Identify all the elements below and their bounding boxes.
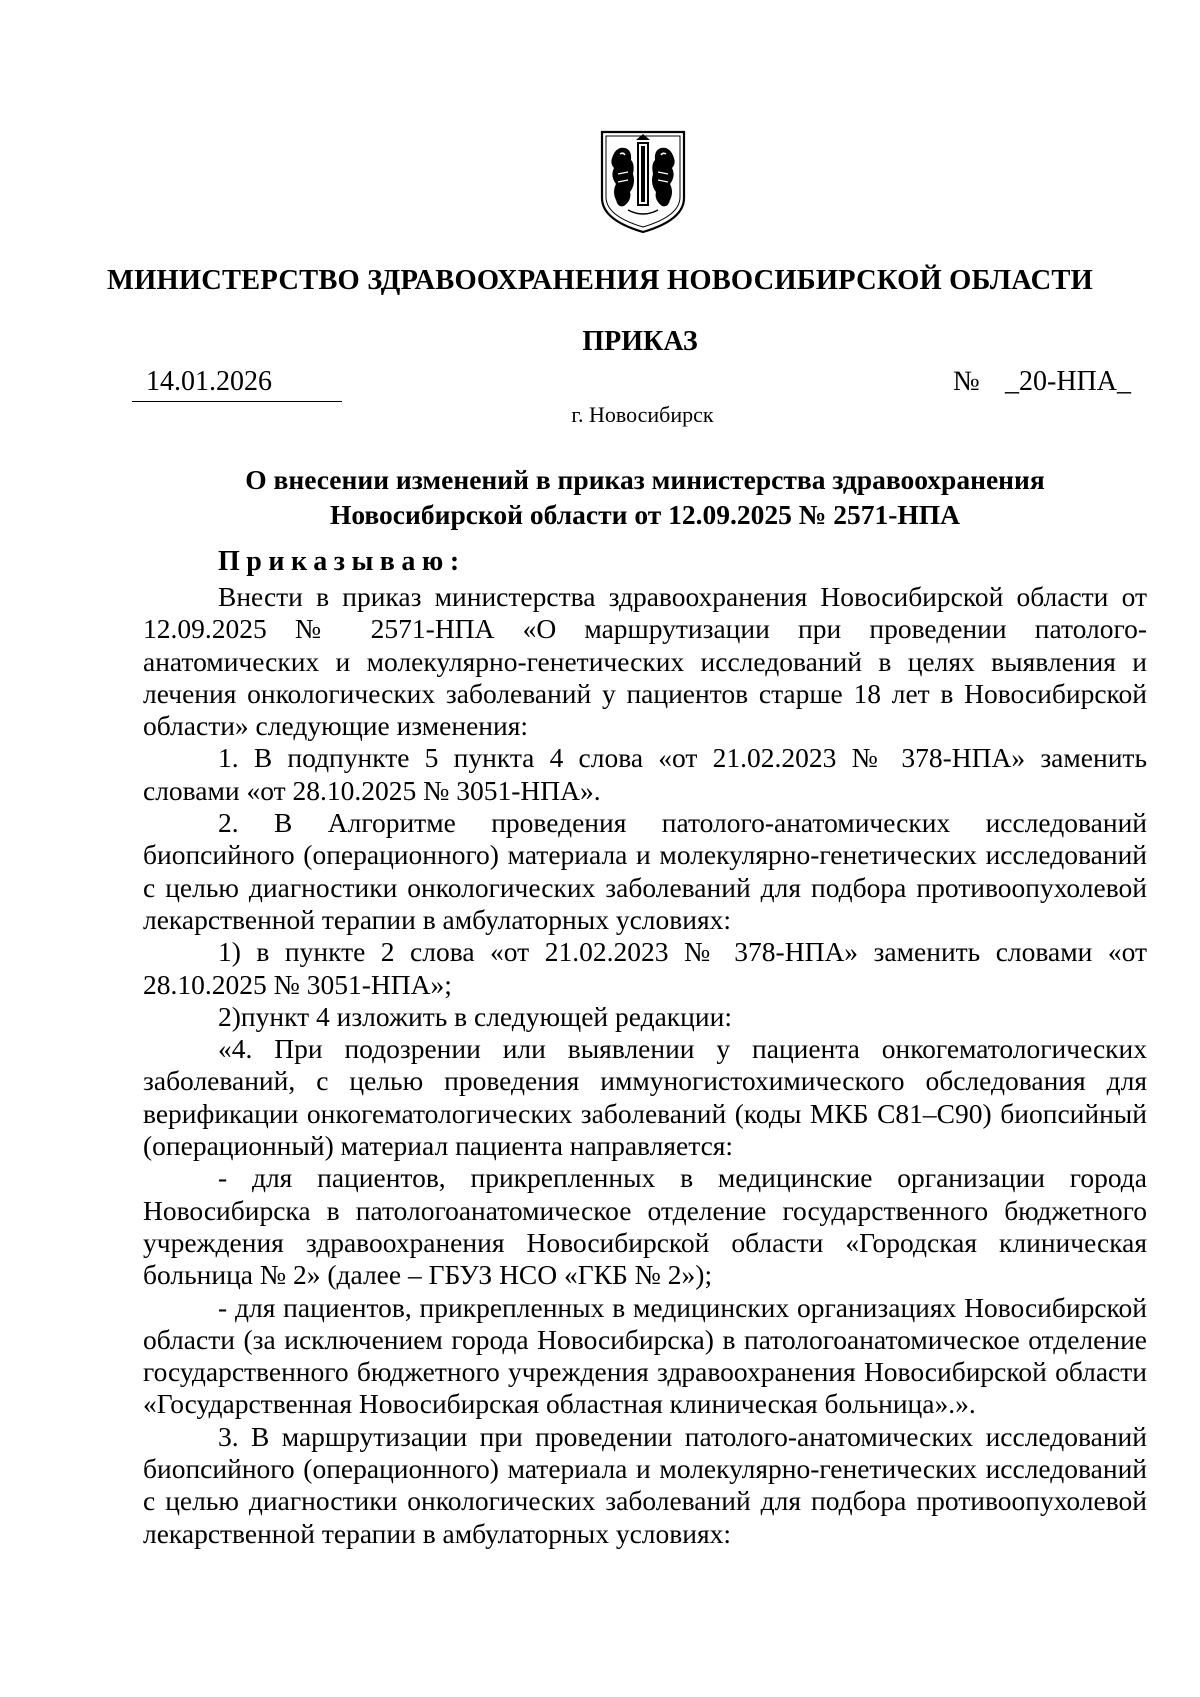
ministry-name: МИНИСТЕРСТВО ЗДРАВООХРАНЕНИЯ НОВОСИБИРСКОЙ ОБЛАСТИ — [106, 265, 1093, 296]
paragraph-intro: Внести в приказ министерства здравоохранения Новосибирской области от 12.09.2025 № 2571-НПА «О маршрутизации при проведении патолого-анатомических и молекулярно-генетических исследований в целях выявления и лечения онкологических заболеваний у пациентов старше 18 лет в Новосибирской области» следующие изменения: — [143, 581, 1147, 742]
document-number: _20-НПА_ — [1005, 366, 1131, 397]
paragraph-item-1: 1. В подпункте 5 пункта 4 слова «от 21.02.2023 № 378-НПА» заменить словами «от 28.10.2025 № 3051-НПА». — [143, 742, 1147, 806]
city: г. Новосибирск — [571, 402, 714, 427]
document-date: 14.01.2026 — [146, 366, 272, 397]
paragraph-item-2: 2. В Алгоритме проведения патолого-анатомических исследований биопсийного (операционного) материала и молекулярно-генетических исследований с целью диагностики онкологических заболеваний для подбора противоопухолевой лекарственной терапии в амбулаторных условиях: — [143, 807, 1147, 935]
coat-of-arms-icon — [598, 128, 688, 236]
document-subject — [0, 462, 1200, 532]
paragraph-subitem-1: 1) в пункте 2 слова «от 21.02.2023 № 378-НПА» заменить словами «от 28.10.2025 № 3051-НПА»; — [143, 936, 1147, 1000]
number-label: № — [953, 366, 980, 397]
paragraph-subitem-2: 2)пункт 4 изложить в следующей редакции: — [218, 1000, 732, 1032]
decree-word: Приказываю: — [218, 546, 466, 577]
paragraph-dash-2: - для пациентов, прикрепленных в медицинских организациях Новосибирской области (за исключением города Новосибирска) в патологоанатомическое отделение государственного бюджетного учреждения здравоохранения Новосибирской области «Государственная Новосибирская областная клиническая больница».». — [143, 1291, 1147, 1420]
subject-line-1: О внесении изменений в приказ министерства здравоохранения — [245, 464, 1045, 495]
document-type: ПРИКАЗ — [582, 326, 698, 357]
paragraph-dash-1: - для пациентов, прикрепленных в медицинские организации города Новосибирска в патологоанатомическое отделение государственного бюджетного учреждения здравоохранения Новосибирской области «Городская клиническая больница № 2» (далее – ГБУЗ НСО «ГКБ № 2»); — [143, 1162, 1147, 1291]
document-body — [143, 581, 1147, 1550]
paragraph-point-4: «4. При подозрении или выявлении у пациента онкогематологических заболеваний, с целью проведения иммуногистохимического обследования для верификации онкогематологических заболеваний (коды МКБ C81–C90) биопсийный (операционный) материал пациента направляется: — [143, 1033, 1147, 1162]
subject-line-2: Новосибирской области от 12.09.2025 № 2571-НПА — [329, 499, 961, 530]
paragraph-item-3: 3. В маршрутизации при проведении патолого-анатомических исследований биопсийного (операционного) материала и молекулярно-генетических исследований с целью диагностики онкологических заболеваний для подбора противоопухолевой лекарственной терапии в амбулаторных условиях: — [143, 1420, 1147, 1549]
